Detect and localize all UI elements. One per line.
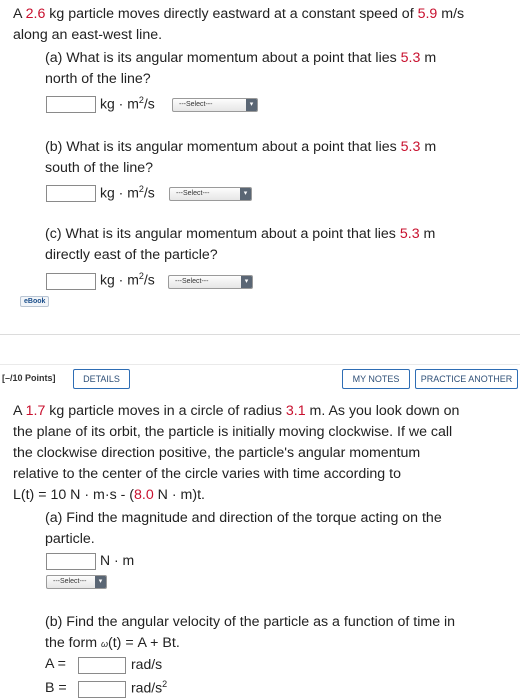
- unit-text: kg · m: [100, 95, 139, 112]
- unit-text: /s: [143, 271, 155, 288]
- q2b-B-input[interactable]: [78, 681, 126, 698]
- q1b-prompt-line2: south of the line?: [45, 160, 154, 176]
- q1a-text: (a) What is its angular momentum about a point that lies: [45, 50, 401, 66]
- q2-equation-text: L(t) = 10 N · m·s - (: [13, 487, 134, 503]
- q1-intro-text: m/s: [437, 6, 465, 22]
- q1-speed-value: 5.9: [417, 6, 438, 22]
- q2-radius-value: 3.1: [285, 403, 306, 419]
- unit-exponent: 2: [138, 184, 144, 194]
- q2a-prompt-line1: (a) Find the magnitude and direction of the torque acting on the: [45, 510, 442, 526]
- section-divider: [0, 334, 520, 335]
- omega-symbol: ω: [100, 639, 108, 649]
- unit-text: /s: [143, 95, 155, 112]
- q1a-text: m: [420, 50, 437, 66]
- q2-text: kg particle moves in a circle of radius: [45, 403, 286, 419]
- select-label: ---Select---: [53, 578, 87, 585]
- q2-points: [–/10 Points]: [2, 373, 56, 383]
- chevron-down-icon: ▾: [241, 276, 252, 288]
- q2b-B-label: B =: [45, 680, 67, 696]
- unit-text: kg · m: [100, 271, 139, 288]
- q1b-prompt-line1: [45, 139, 436, 155]
- chevron-down-icon: ▾: [240, 188, 251, 200]
- q2-line3: the clockwise direction positive, the particle's angular momentum: [13, 445, 421, 461]
- q2-mass-value: 1.7: [25, 403, 46, 419]
- unit-exponent: 2: [138, 271, 144, 281]
- q2b-B-unit: [131, 679, 167, 696]
- practice-another-button[interactable]: PRACTICE ANOTHER: [415, 369, 518, 389]
- q2-line4: relative to the center of the circle varies with time according to: [13, 466, 401, 482]
- q1c-prompt-line2: directly east of the particle?: [45, 247, 218, 263]
- q2b-A-label: A =: [45, 656, 66, 672]
- q1c-text: m: [419, 226, 436, 242]
- q2-equation-text: N · m)t.: [153, 487, 205, 503]
- select-label: ---Select---: [176, 190, 210, 197]
- q2a-unit: N · m: [100, 552, 135, 568]
- q1b-answer-input[interactable]: [46, 185, 96, 202]
- q2b-prompt-line1: (b) Find the angular velocity of the particle as a function of time in: [45, 614, 456, 630]
- q1c-answer-input[interactable]: [46, 273, 96, 290]
- q1c-text: (c) What is its angular momentum about a point that lies: [45, 226, 400, 242]
- q1a-distance: 5.3: [400, 50, 421, 66]
- q2-line1: [13, 403, 459, 419]
- q1a-unit: [100, 95, 155, 112]
- unit-text: kg · m: [100, 184, 139, 201]
- q1b-text: m: [420, 139, 437, 155]
- q1b-direction-select[interactable]: [169, 187, 252, 201]
- my-notes-button[interactable]: MY NOTES: [342, 369, 410, 389]
- q2-equation: [13, 487, 205, 503]
- q1c-direction-select[interactable]: [168, 275, 253, 289]
- q1b-text: (b) What is its angular momentum about a point that lies: [45, 139, 401, 155]
- q1-intro-line2: along an east-west line.: [13, 27, 163, 43]
- q1c-prompt-line1: [45, 226, 435, 242]
- q2-text: m. As you look down on: [305, 403, 460, 419]
- q1-intro-text: A: [13, 6, 26, 22]
- unit-exponent: 2: [138, 95, 144, 105]
- q2b-text: the form: [45, 635, 101, 651]
- q1b-unit: [100, 184, 155, 201]
- chevron-down-icon: ▾: [95, 576, 106, 588]
- select-label: ---Select---: [179, 101, 213, 108]
- q2-coefficient: 8.0: [134, 487, 154, 503]
- details-button[interactable]: DETAILS: [73, 369, 130, 389]
- q1a-prompt-line2: north of the line?: [45, 71, 151, 87]
- q1-intro-line1: [13, 6, 464, 22]
- q1-mass-value: 2.6: [25, 6, 46, 22]
- q2a-prompt-line2: particle.: [45, 531, 95, 547]
- ebook-link[interactable]: eBook: [20, 296, 49, 307]
- section-divider: [0, 364, 520, 365]
- chevron-down-icon: ▾: [246, 99, 257, 111]
- q1b-distance: 5.3: [400, 139, 421, 155]
- q2a-direction-select[interactable]: [46, 575, 107, 589]
- q1a-answer-input[interactable]: [46, 96, 96, 113]
- q2-line2: the plane of its orbit, the particle is initially moving clockwise. If we call: [13, 424, 453, 440]
- q1a-prompt-line1: [45, 50, 436, 66]
- q1a-direction-select[interactable]: [172, 98, 258, 112]
- q2a-torque-input[interactable]: [46, 553, 96, 570]
- q1c-distance: 5.3: [399, 226, 420, 242]
- q2b-prompt-line2: [45, 635, 180, 651]
- select-label: ---Select---: [175, 278, 209, 285]
- q1-intro-text: kg particle moves directly eastward at a constant speed of: [45, 6, 418, 22]
- q2b-text: (t) = A + Bt.: [108, 635, 180, 651]
- q2b-A-unit: rad/s: [131, 656, 163, 672]
- unit-text: rad/s: [131, 679, 163, 696]
- q2b-A-input[interactable]: [78, 657, 126, 674]
- q2-text: A: [13, 403, 26, 419]
- unit-text: /s: [143, 184, 155, 201]
- unit-exponent: 2: [162, 679, 168, 689]
- q1c-unit: [100, 271, 155, 288]
